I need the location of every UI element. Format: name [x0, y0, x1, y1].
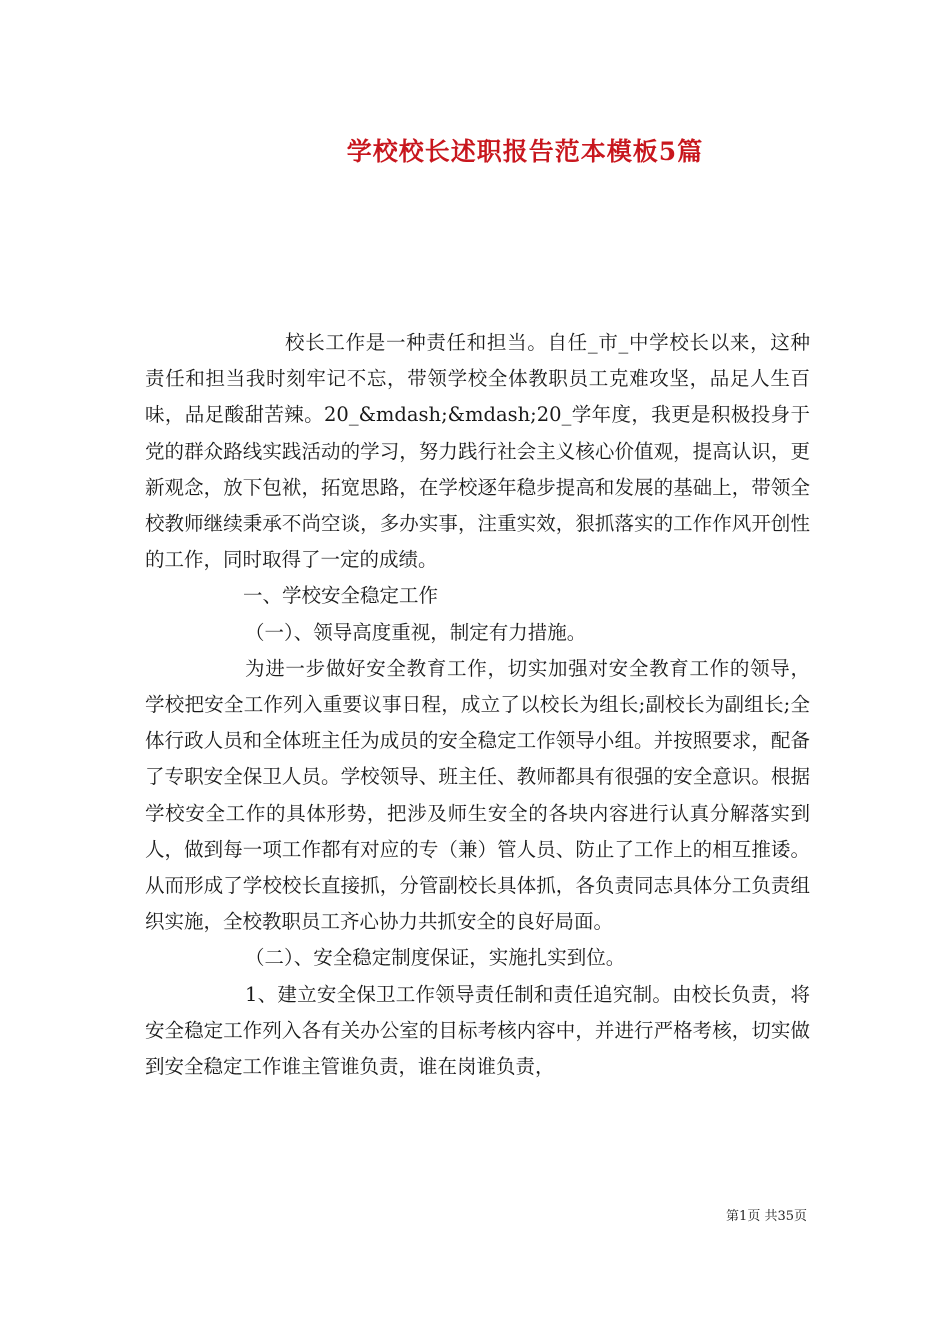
section-heading-1: 一、学校安全稳定工作: [243, 584, 439, 608]
subsection-heading-1: （一）、领导高度重视，制定有力措施。: [245, 620, 587, 644]
paragraph-safety-leadership: 为进一步做好安全教育工作，切实加强对安全教育工作的领导，学校把安全工作列入重要议事日程，成立了以校长为组长;副校长为副组长;全体行政人员和全体班主任为成员的安全稳定工作领导小组。并按照要求，配备了专职安全保卫人员。学校领导、班主任、教师都具有很强的安全意识。根据学校安全工作的具体形势，把涉及师生安全的各块内容进行认真分解落实到人，做到每一项工作都有对应的专（兼）管人员、防止了工作上的相互推诿。从而形成了学校校长直接抓，分管副校长具体抓，各负责同志具体分工负责组织实施，全校教职员工齐心协力共抓安全的良好局面。: [145, 656, 810, 934]
page-number: 第1页 共35页: [726, 1209, 807, 1224]
paragraph-responsibility-system: 1、建立安全保卫工作领导责任制和责任追究制。由校长负责，将安全稳定工作列入各有关办公室的目标考核内容中，并进行严格考核，切实做到安全稳定工作谁主管谁负责，谁在岗谁负责，: [145, 982, 810, 1079]
subsection-heading-2: （二）、安全稳定制度保证，实施扎实到位。: [245, 946, 626, 970]
paragraph-intro: 校长工作是一种责任和担当。自任_市_中学校长以来，这种责任和担当我时刻牢记不忘，带领学校全体教职员工克难攻坚，品足人生百味，品足酸甜苦辣。20_&mdash;&mdash;20_学年度，我更是积极投身于党的群众路线实践活动的学习，努力践行社会主义核心价值观，提高认识，更新观念，放下包袱，拓宽思路，在学校逐年稳步提高和发展的基础上，带领全校教师继续秉承不尚空谈，多办实事，注重实效，狠抓落实的工作作风开创性的工作，同时取得了一定的成绩。: [145, 331, 810, 572]
document-body: [145, 325, 810, 1085]
document-title: 学校校长述职报告范本模板5篇: [346, 137, 704, 166]
